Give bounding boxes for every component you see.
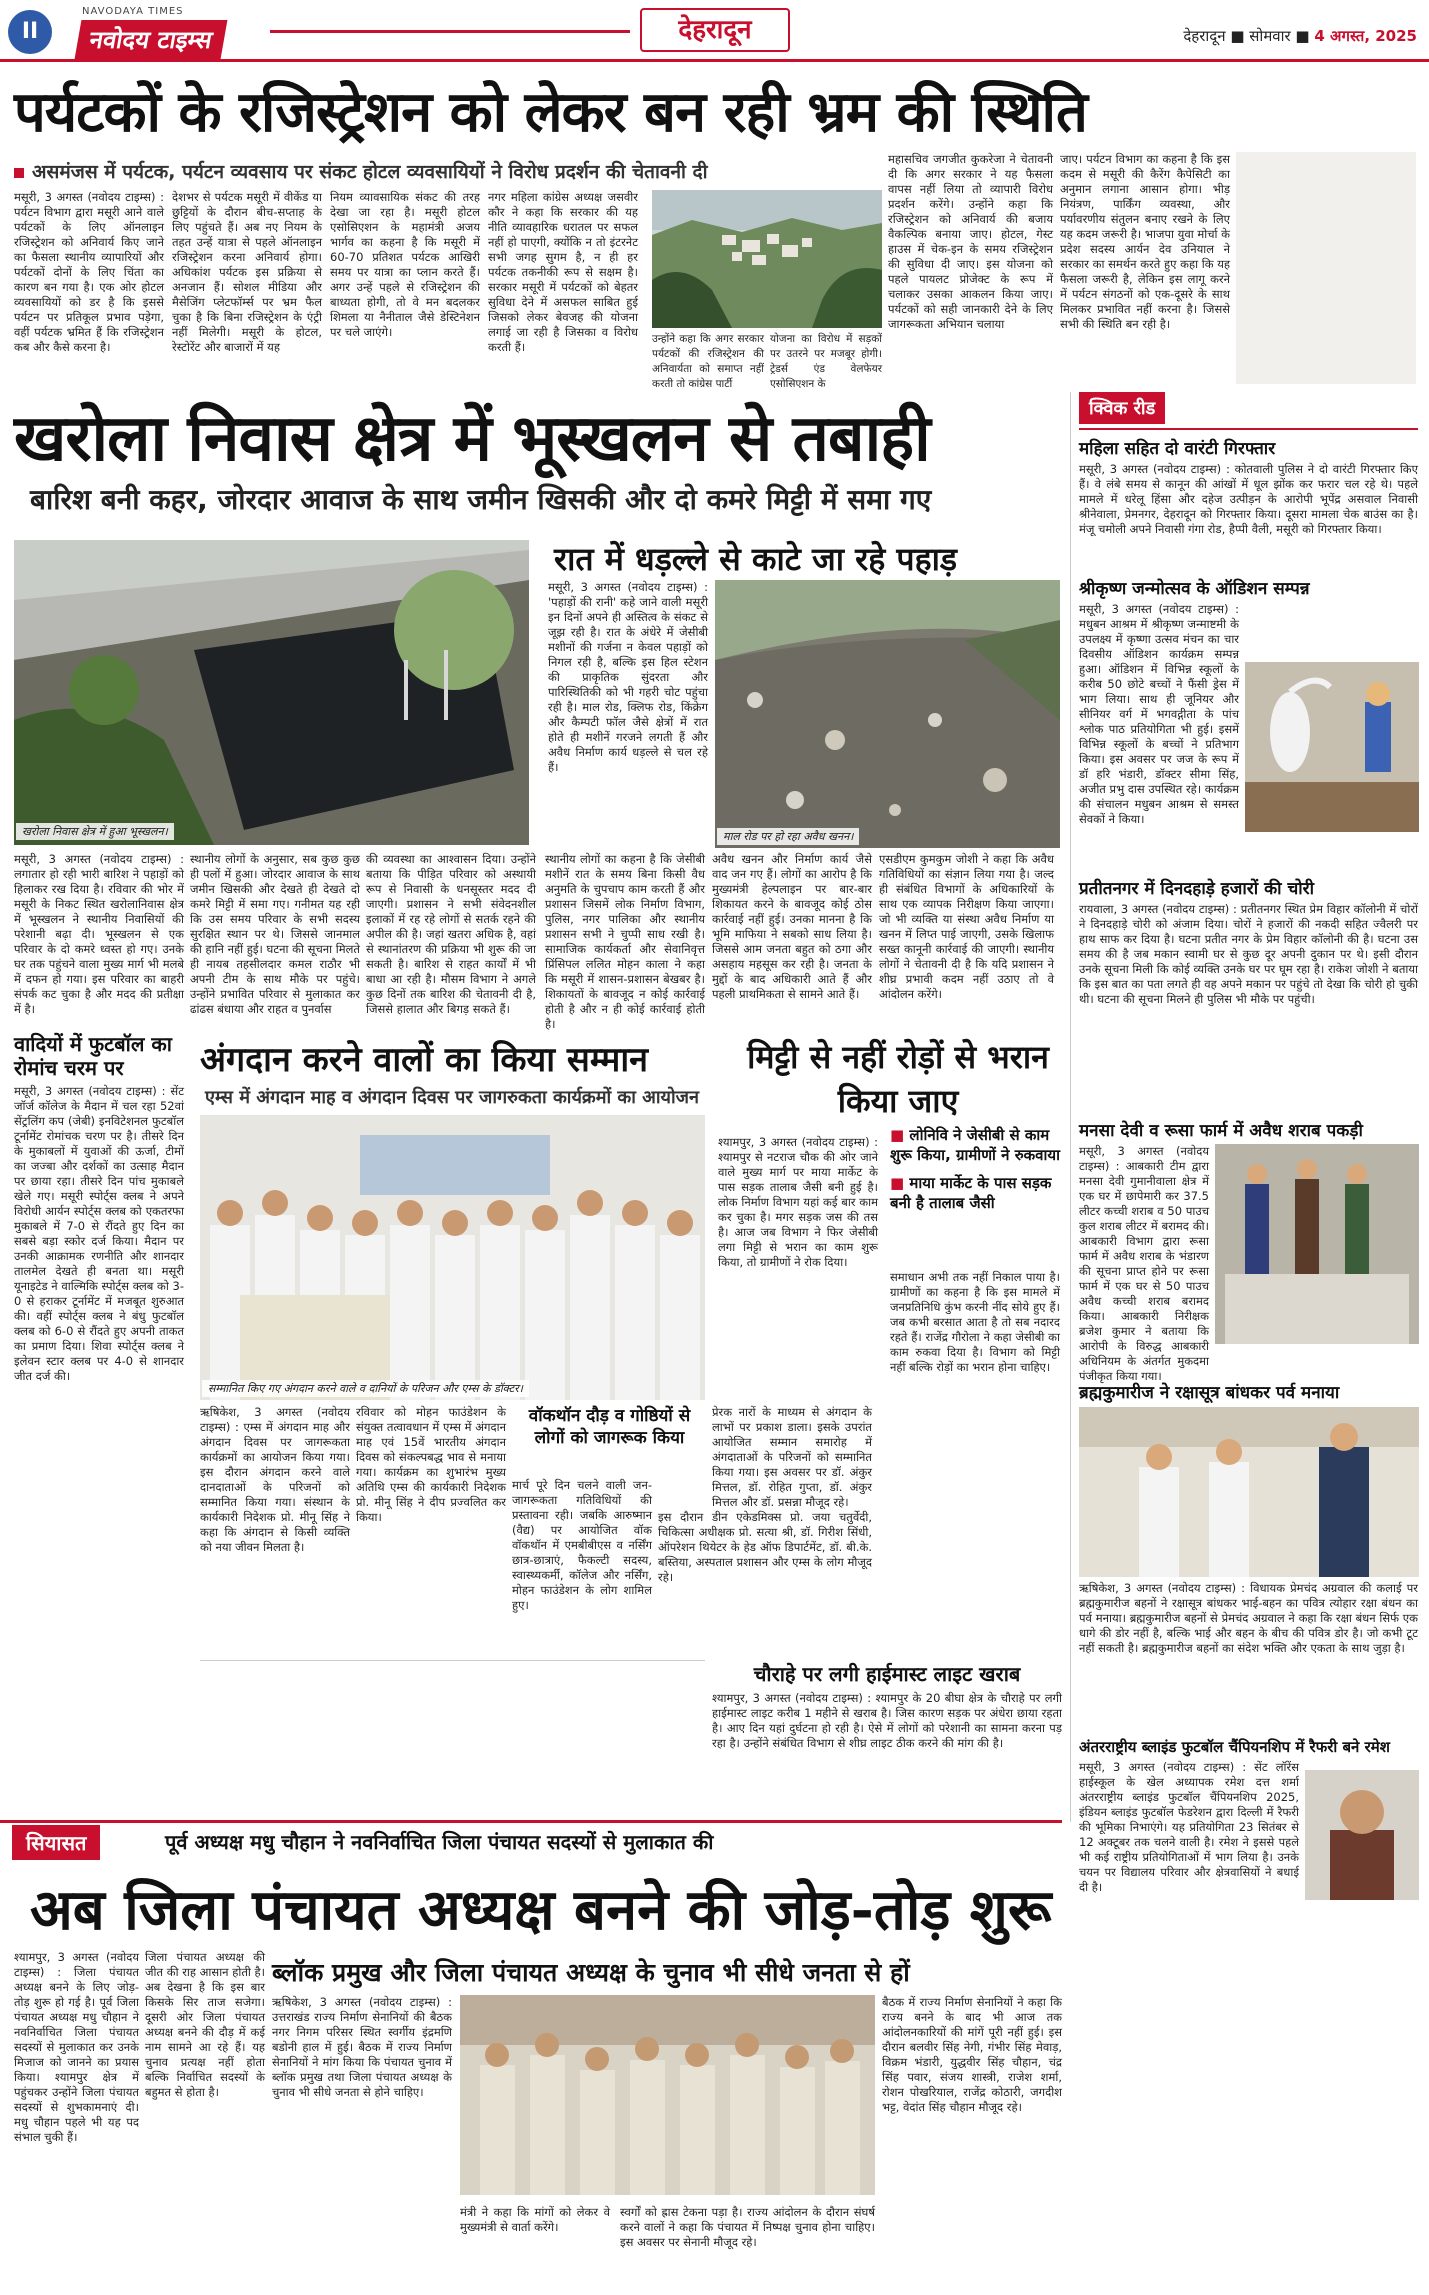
bullet-icon: ■ <box>890 1174 905 1192</box>
politics-headline: अब जिला पंचायत अध्यक्ष बनने की जोड़-तोड़ शुरू <box>30 1877 1052 1943</box>
road-bullet-2 <box>890 1173 1060 1213</box>
road-col2: समाधान अभी तक नहीं निकाल पाया है। ग्रामीणों का कहना है कि इस मामले में जनप्रतिनिधि कुंभ करनी नींद सोये हुए हैं। जब कभी बरसात आता है तो सब नदारद रहते हैं। राजेंद्र गौरोला ने कहा जेसीबी का काम रुकवा दिया है। विभाग को मिट्टी नहीं बल्कि रोड़ों का भरान होना चाहिए। <box>890 1270 1060 1374</box>
organ-col1: ऋषिकेश, 3 अगस्त (नवोदय टाइम्स) : एम्स में अंगदान माह और अंगदान दिवस पर जागरूकता कार्यक्रमों का आयोजन किया गया। इस दौरान अंगदान करने वाले दानदाताओं के परिजनों को सम्मानित किया गया। संस्थान के कार्यकारी निदेशक प्रो. मीनू सिंह ने कहा कि अंगदान से किसी व्यक्ति को नया जीवन मिलता है। <box>200 1405 350 1554</box>
quick-item-body: मसूरी, 3 अगस्त (नवोदय टाइम्स) : सेंट लॉरेंस हाईस्कूल के खेल अध्यापक रमेश दत्त शर्मा अंतरराष्ट्रीय ब्लाइंड फुटबॉल चैंपियनशिप 2025, इंडियन ब्लाइंड फुटबॉल फेडरेशन द्वारा दिल्ली में रैफरी की भूमिका निभाएंगे। यह प्रतियोगिता 23 सितंबर से 12 अक्टूबर तक चलने वाली है। रमेश ने इससे पहले भी कई राष्ट्रीय प्रतियोगिताओं में भाग लिया है। उनके चयन पर विद्यालय परिवार और क्षेत्रवासियों ने बधाई दी है। <box>1079 1760 1299 1894</box>
story3-col4: एसडीएम कुमकुम जोशी ने कहा कि अवैध गतिविधियों का संज्ञान लिया गया है। जल्द ही संबंधित विभागों के अधिकारियों के साथ एक व्यापक निरीक्षण किया जाएगा। जो भी व्यक्ति या संस्था अवैध निर्माण या खनन में लिप्त पाई जाएगी, उसके खिलाफ सख्त कानूनी कार्रवाई की जाएगी। स्थानीय लोगों ने चेतावनी दी है कि यदि प्रशासन ने शीघ्र प्रभावी कदम नहीं उठाए तो वे आंदोलन करेंगे। <box>879 852 1054 1001</box>
masthead-rule <box>270 30 630 33</box>
quick-item-body: ऋषिकेश, 3 अगस्त (नवोदय टाइम्स) : विधायक प्रेमचंद अग्रवाल की कलाई पर ब्रह्मकुमारीज बहनों ने रक्षासूत्र बांधकर भाई-बहन का पवित्र त्योहार रक्षा बंधन का पर्व मनाया। ब्रह्मकुमारीज बहनों से प्रेमचंद अग्रवाल ने कहा कि रक्षा बंधन सिर्फ एक धागे की डोर नहीं है, बल्कि भाई और बहन के बीच की पवित्र डोर है। जो कभी टूट नहीं सकती है। ब्रह्मकुमारीज बहनों का संदेश भक्ति और एकता के साथ जुड़ा है। <box>1079 1581 1418 1655</box>
story1-right-photo <box>1236 152 1416 384</box>
politics-subheadline: ब्लॉक प्रमुख और जिला पंचायत अध्यक्ष के चुनाव भी सीधे जनता से हों <box>272 1958 910 1987</box>
story3-col2: स्थानीय लोगों का कहना है कि जेसीबी मशीनें रात के समय बिना किसी वैध अनुमति के चुपचाप काम करती हैं और प्रशासन जिसमें लोक निर्माण विभाग, पुलिस, नगर पालिका और स्थानीय प्रशासन सभी ने चुप्पी साध रखी है। सामाजिक कार्यकर्ता और सेवानिवृत्त प्रिंसिपल ललित मोहन काला ने कहा कि मसूरी में शासन-प्रशासन बेखबर है। शिकायतों के बावजूद न कोई कार्रवाई होती है और न ही कोई कार्रवाई होती है। <box>545 852 705 1031</box>
story1-col4: नगर महिला कांग्रेस अध्यक्ष जसवीर कौर ने कहा कि सरकार की यह नीति व्यावहारिक धरातल पर सफल नहीं हो पाएगी, क्योंकि न तो इंटरनेट सभी जगह सुगम है, न ही हर पर्यटक तकनीकी रूप से सक्षम है। सरकार मसूरी में पर्यटकों को बेहतर सुविधा देने में असफल साबित हुई जिसको लेकर बेवजह की योजना लगाई जा रही है जिसका व विरोध करती हैं। <box>488 190 638 354</box>
mussoorie-town-photo <box>652 190 882 328</box>
mussoorie-illustration <box>652 190 882 328</box>
football-story <box>14 1032 184 1704</box>
organ-col4: प्रेरक नारों के माध्यम से अंगदान के लाभों पर प्रकाश डाला। इसके उपरांत आयोजित सम्मान समारोह में अंगदाताओं के परिजनों को सम्मानित किया गया। इस अवसर पर डॉ. अंकुर मित्तल, डॉ. रोहित गुप्ता, डॉ. अंकुर मित्तल और डॉ. प्रसन्ना मौजूद रहे। <box>712 1405 872 1509</box>
road-headline: मिट्टी से नहीं रोड़ों से भरान किया जाए <box>747 1038 1049 1120</box>
quick-item-title: प्रतीतनगर में दिनदहाड़े हजारों की चोरी <box>1079 879 1315 899</box>
middle-bottom-divider <box>200 1660 705 1810</box>
story1-col5: योजना का विरोध में सड़कों पर उतरने पर मजबूर होगी। ट्रेडर्स एंड वेलफेयर एसोसिएशन के <box>770 333 882 390</box>
dateline-prefix: देहरादून ■ सोमवार ■ <box>1183 27 1310 45</box>
newspaper-logo: नवोदय टाइम्स <box>75 20 228 59</box>
story1-col7: जाए। पर्यटन विभाग का कहना है कि इस कदम से मसूरी की कैरेंग कैपेसिटी का अनुमान लगाना आसान होगा। भीड़ नियंत्रण, पार्किंग व्यवस्था, और पर्यावरणीय संतुलन बनाए रखने के लिए यह कदम जरूरी है। भाजपा युवा मोर्चा के प्रदेश सदस्य आर्यन देव उनियाल ने सरकार का समर्थन करते हुए कहा कि यह फैसला जरूरी है, लेकिन इस लागू करने में पर्यटन संगठनों को एक-दूसरे के साथ मिलकर प्रभावित नहीं करना है। जिससे सभी की स्थिति बन रही है। <box>1060 152 1230 331</box>
politics-rule <box>0 1820 1062 1823</box>
highmast-body: श्यामपुर, 3 अगस्त (नवोदय टाइम्स) : श्यामपुर के 20 बीघा क्षेत्र के चौराहे पर लगी हाईमास्ट लाइट करीब 1 महीने से खराब है। जिस कारण सड़क पर अंधेरा छाया रहता है। आए दिन यहां दुर्घटना हो रही है। ऐसे में लोगों को परेशानी का सामना करना पड़ रहा है। उन्होंने संबंधित विभाग से शीघ्र लाइट ठीक करने की मांग की है। <box>712 1691 1062 1750</box>
road-bullets <box>890 1125 1060 1213</box>
liquor-seizure-photo <box>1215 1144 1419 1344</box>
city-label: देहरादून <box>640 8 790 52</box>
story2-col3: की व्यवस्था का आश्वासन दिया। उन्होंने बताया कि पीड़ित परिवार को अस्थायी रूप से निवासी के धनसूस्तर मदद दी जाएगी। प्रशासन ने सभी संवेदनशील इलाकों में रह रहे लोगों से सतर्क रहने की अपील की है। जहां खतरा अधिक है, वहां से स्थानांतरण की प्रक्रिया भी शुरू की जा सकती है। बारिश से राहत कार्यों में भी बाधा आ रही है। मौसम विभाग ने अगले कुछ दिनों तक बारिश की चेतावनी दी है, जिससे हालात और बिगड़ सकते हैं। <box>366 852 536 1016</box>
story1-col1: मसूरी, 3 अगस्त (नवोदय टाइम्स) : पर्यटन विभाग द्वारा मसूरी आने वाले पर्यटकों के लिए ऑनलाइन रजिस्ट्रेशन को अनिवार्य किए जाने का फैसला स्थानीय व्यापारियों और पर्यटकों दोनों के लिए चिंता का कारण बन गया है। एक ओर होटल व्यवसायियों को डर है कि इससे पर्यटन पर प्रतिकूल प्रभाव पड़ेगा, वहीं पर्यटक भ्रमित हैं कि रजिस्ट्रेशन कब और कैसे करना है। <box>14 190 164 354</box>
story1-col6: महासचिव जगजीत कुकरेजा ने चेतावनी दी कि अगर सरकार ने यह फैसला वापस नहीं लिया तो व्यापारी विरोध प्रदर्शन करेंगे। उन्होंने कहा कि रजिस्ट्रेशन को अनिवार्य की बजाय वैकल्पिक बनाया जाए। होटल, गेस्ट हाउस में चेक-इन के समय रजिस्ट्रेशन की सुविधा दी जाए। इस योजना को पहले पायलट प्रोजेक्ट के रूप में चलाकर उसका आकलन किया जाए। पर्यटकों को सही जानकारी देने के लिए जागरूकता अभियान चलाया <box>888 152 1053 331</box>
quick-item-title: श्रीकृष्ण जन्मोत्सव के ऑडिशन सम्पन्न <box>1079 579 1310 599</box>
walkathon-box <box>512 1405 707 1449</box>
illegal-mining-photo <box>715 580 1060 848</box>
masthead <box>0 0 1429 62</box>
bullet-marker <box>14 168 24 178</box>
quick-item-body: मसूरी, 3 अगस्त (नवोदय टाइम्स) : मधुबन आश्रम में श्रीकृष्ण जन्माष्टमी के उपलक्ष्य में कृष्णा उत्सव मंचन का चार दिवसीय ऑडिशन कार्यक्रम सम्पन्न हुआ। ऑडिशन में विभिन्न स्कूलों के करीब 50 छोटे बच्चों ने फैंसी ड्रेस में भाग लिया। साथ ही जूनियर और सीनियर वर्ग में भगवद्गीता के पांच श्लोक पाठ प्रतियोगिता भी हुई। इसमें विभिन्न स्कूलों के बच्चों ने प्रतिभाग किया। इस अवसर पर जज के रूप में डॉ हरि भंडारी, डॉक्टर सीमा सिंह, अजीत प्रभु दास उपस्थित रहे। कार्यक्रम की संचालन मधुबन आश्रम से समस्त सेवकों ने किया। <box>1079 602 1239 826</box>
football-body: मसूरी, 3 अगस्त (नवोदय टाइम्स) : सेंट जॉर्ज कॉलेज के मैदान में चल रहा 52वां सेंट्रलिंग कप (जेबी) इनविटेशनल फुटबॉल टूर्नामेंट रोमांचक चरण पर है। तीसरे दिन के मुकाबलों में युवाओं की ऊर्जा, टीमों का जज्बा और दर्शकों का उत्साह मैदान पर छाया रहा। तीसरे दिन पांच मुकाबले खेले गए। मसूरी स्पोर्ट्स क्लब ने अपने विरोधी आर्यन स्पोर्ट्स क्लब को एकतरफा मुकाबले में 7-0 से रौंदते हुए दिन का सबसे बड़ा स्कोर दर्ज किया। मैदान पर उनकी आक्रामक रणनीति और शानदार तालमेल देखते ही बनता था। मसूरी यूनाइटेड ने वाल्मिकि स्पोर्ट्स क्लब को 3-0 से हराकर टूर्नामेंट में मजबूत शुरुआत की। वहीं स्पोर्ट्स क्लब ने बंधु फुटबॉल क्लब को 6-0 से रौंदते हुए अपनी ताकत का प्रमाण दिया। शिवा स्पोर्ट्स क्लब ने इलेवन स्टार क्लब पर 4-0 से शानदार जीत दर्ज की। <box>14 1084 184 1383</box>
illegal-mining-illustration <box>715 580 1060 848</box>
story1-headline: पर्यटकों के रजिस्ट्रेशन को लेकर बन रही भ्रम की स्थिति <box>14 79 1087 145</box>
organ-col5: इस दौरान डीन एकेडमिक्स प्रो. जया चतुर्वेदी, चिकित्सा अधीक्षक प्रो. सत्या श्री, डॉ. गिरीश सिंधी, ऑपरेशन थियेटर के हेड ऑफ डिपार्टमेंट, डॉ. बी.के. बस्तिया, अस्पताल प्रशासन और एम्स के लोग मौजूद रहे। <box>658 1510 872 1584</box>
politics-col5: स्वर्गों को ह्रास टेकना पड़ा है। राज्य आंदोलन के दौरान संघर्ष करने वालों ने कहा कि पंचायत में निष्पक्ष चुनाव होना चाहिए। इस अवसर पर सेनानी मौजूद रहे। <box>620 2205 875 2249</box>
walkathon-title: वॉकथॉन दौड़ व गोष्ठियों से लोगों को जागरूक किया <box>528 1406 691 1448</box>
organ-group-illustration <box>200 1115 705 1400</box>
highmast-story <box>712 1660 1062 1811</box>
landslide-photo <box>14 540 529 845</box>
organ-photo-caption: सम्मानित किए गए अंगदान करने वाले व दानियों के परिजन और एम्स के डॉक्टर। <box>202 1380 529 1397</box>
story3-col1: मसूरी, 3 अगस्त (नवोदय टाइम्स) : 'पहाड़ों की रानी' कहे जाने वाली मसूरी इन दिनों अपने ही अस्तित्व के संकट से जूझ रही है। रात के अंधेरे में जेसीबी मशीनों की गर्जना न केवल पहाड़ों को निगल रही है, बल्कि इस हिल स्टेशन की प्राकृतिक सुंदरता और पारिस्थितिकी को भी गहरी चोट पहुंचा रही है। माल रोड, क्लिफ रोड, किंक्रेग और कैम्पटी फॉल जैसे क्षेत्रों में रात होते ही मशीनें गरजने लगती हैं और अवैध निर्माण कार्य धड़ल्ले से चल रहे हैं। <box>548 580 708 774</box>
politics-subhead: पूर्व अध्यक्ष मधु चौहान ने नवनिर्वाचित जिला पंचायत सदस्यों से मुलाकात की <box>165 1830 714 1854</box>
dateline-date: 4 अगस्त, 2025 <box>1314 27 1417 45</box>
quick-item-5-wrap <box>1079 1760 1418 1920</box>
road-bullet-2-text: माया मार्केट के पास सड़क बनी है तालाब जैसी <box>890 1174 1052 1212</box>
politics-col1: श्यामपुर, 3 अगस्त (नवोदय टाइम्स) : जिला पंचायत अध्यक्ष बनने के लिए जोड़-तोड़ शुरू हो गई है। पूर्व जिला पंचायत अध्यक्ष मधु चौहान ने नवनिर्वाचित जिला पंचायत सदस्यों से मुलाकात कर उनके मिजाज को जानने का प्रयास किया। श्यामपुर क्षेत्र में पहुंचकर उन्होंने जिला पंचायत सदस्यों से शुभकामनाएं दी। मधु चौहान पहले भी यह पद संभाल चुकी हैं। <box>14 1950 139 2144</box>
politics-col2: जिला पंचायत अध्यक्ष की जीत की राह आसान होती है। अब देखना है कि इस बार किसके सिर ताज सजेगा। दूसरी ओर जिला पंचायत अध्यक्ष बनने की दौड़ में कई नाम सामने आ रहे हैं। यह चुनाव प्रत्यक्ष नहीं होता बल्कि निर्वाचित सदस्यों के बहुमत से होता है। <box>145 1950 265 2099</box>
meeting-illustration <box>460 1995 875 2195</box>
road-col1: श्यामपुर, 3 अगस्त (नवोदय टाइम्स) : श्यामपुर से नटराज चौक की ओर जाने वाले मुख्य मार्ग पर माया मार्केट के पास सड़क तालाब जैसी बनी हुई है। लोक निर्माण विभाग यहां कई बार काम कर चुका है। मगर सड़क जस की तस है। आज जब विभाग ने फिर जेसीबी लगा मिट्टी से भरान का काम शुरू किया, तो ग्रामीणों ने रोक दिया। <box>718 1135 878 1269</box>
story1-right-illustration <box>1236 152 1416 384</box>
dateline <box>1183 26 1417 46</box>
quick-read-sidebar <box>1070 392 1418 1894</box>
quick-read-rule <box>1079 428 1418 430</box>
politics-col4: मंत्री ने कहा कि मांगों को लेकर वे मुख्यमंत्री से वार्ता करेंगे। <box>460 2205 610 2234</box>
quick-item-title: ब्रह्मकुमारीज ने रक्षासूत्र बांधकर पर्व मनाया <box>1079 1383 1340 1403</box>
highmast-headline: चौराहे पर लगी हाईमास्ट लाइट खराब <box>753 1662 1021 1686</box>
organ-col2: रविवार को मोहन फाउंडेशन के संयुक्त तत्वावधान में एम्स में अंगदान माह एवं 15वें भारतीय अंगदान दिवस को संकल्पबद्ध भाव से मनाया गया। कार्यक्रम का शुभारंभ मुख्य अतिथि एम्स की कार्यकारी निदेशक प्रो. मीनू सिंह ने दीप प्रज्वलित कर किया। <box>356 1405 506 1524</box>
politics-label: सियासत <box>12 1825 100 1860</box>
road-bullet-1 <box>890 1125 1060 1165</box>
quick-item-1-wrap <box>1079 602 1418 870</box>
quick-item-body: मसूरी, 3 अगस्त (नवोदय टाइम्स) : आबकारी टीम द्वारा मनसा देवी गुमानीवाला क्षेत्र में एक घर में छापेमारी कर 37.5 लीटर कच्ची शराब व 50 पाउच कुल शराब लीटर में बरामद की। आबकारी विभाग द्वारा रूसा फार्म में अवैध शराब के भंडारण की सूचना प्राप्त होने पर रूसा फार्म में एक घर से 50 पाउच अवैध कच्ची शराब बरामद किया। आबकारी निरीक्षक ब्रजेश कुमार ने बताया कि आरोपी के विरुद्ध आबकारी अधिनियम के अंतर्गत मुकदमा पंजीकृत किया गया। <box>1079 1144 1209 1383</box>
story2-headline: खरोला निवास क्षेत्र में भूस्खलन से तबाही <box>14 401 930 476</box>
krishna-costume-photo <box>1245 662 1419 832</box>
rakhi-event-photo <box>1079 1407 1419 1577</box>
politics-col3: ऋषिकेश, 3 अगस्त (नवोदय टाइम्स) : उत्तराखंड राज्य निर्माण सेनानियों की बैठक नगर निगम परिसर स्थित स्वर्गीय इंद्रमणि बडोनी हाल में हुई। बैठक में राज्य निर्माण सेनानियों ने मांग किया कि पंचायत चुनाव में ब्लॉक प्रमुख तथा जिला पंचायत अध्यक्ष के चुनाव भी सीधे जनता से होने चाहिए। <box>272 1995 452 2099</box>
organ-col3: मार्च पूरे दिन चलने वाली जन-जागरूकता गतिविधियों की प्रस्तावना रही। जबकि आरुष्मान (वैद्य) पर आयोजित वॉक वॉकथॉन में एमबीबीएस व नर्सिंग छात्र-छात्राएं, फैकल्टी सदस्य, स्वास्थ्यकर्मी, कॉलेज और नर्सिंग, मोहन फाउंडेशन के लोग शामिल हुए। <box>512 1478 652 1612</box>
quick-item-3-wrap <box>1079 1144 1418 1383</box>
road-bullet-1-text: लोनिवि ने जेसीबी से काम शुरू किया, ग्रामीणों ने रुकवाया <box>890 1126 1060 1164</box>
activists-meeting-photo <box>460 1995 875 2195</box>
quick-item-title: मनसा देवी व रूसा फार्म में अवैध शराब पकड़ी <box>1079 1121 1363 1141</box>
story1-subhead-text: असमंजस में पर्यटक, पर्यटन व्यवसाय पर संकट होटल व्यवसायियों ने विरोध प्रदर्शन की चेतावनी दी <box>32 161 708 183</box>
football-headline: वादियों में फुटबॉल का रोमांच चरम पर <box>14 1032 172 1080</box>
landslide-illustration <box>14 540 529 845</box>
organ-subhead: एम्स में अंगदान माह व अंगदान दिवस पर जागरुकता कार्यक्रमों का आयोजन <box>205 1087 699 1108</box>
page-number-badge: II <box>8 10 52 54</box>
organ-headline: अंगदान करने वालों का किया सम्मान <box>200 1040 649 1080</box>
politics-col6: बैठक में राज्य निर्माण सेनानियों ने कहा कि राज्य बनने के बाद भी आज तक आंदोलनकारियों की मांगें पूरी नहीं हुई। इस दौरान बलवीर सिंह नेगी, गंभीर सिंह मेवाड़, विक्रम भंडारी, युद्धवीर सिंह चौहान, चंद्र सिंह पवार, संजय शास्त्री, राजेश शर्मा, रोशन पोखरियाल, राजेंद्र कोठारी, जगदीश भट्ट, वेदांत सिंह चौहान मौजूद रहे। <box>882 1995 1062 2114</box>
story1-col3: नियम व्यावसायिक संकट की तरह देखा जा रहा है। मसूरी होटल एसोसिएशन के महामंत्री अजय भार्गव का कहना है कि मसूरी में 60-70 प्रतिशत पर्यटक आखिरी समय पर यात्रा का प्लान करते हैं। अगर उन्हें पहले से रजिस्ट्रेशन की बाध्यता होगी, तो वे मन बदलकर शिमला या नैनीताल जैसे डेस्टिनेशन पर चले जाएंगे। <box>330 190 480 339</box>
bullet-icon: ■ <box>890 1126 905 1144</box>
story1-col2: देशभर से पर्यटक मसूरी में वीकेंड या छुट्टियों के दौरान बीच-सप्ताह के लिए पहुंचते हैं। अब नए नियम के तहत उन्हें यात्रा से पहले ऑनलाइन रजिस्ट्रेशन करना अनिवार्य होगा। अधिकांश पर्यटक इस प्रक्रिया से अनजान हैं। सोशल मीडिया और मैसेजिंग प्लेटफॉर्म्स पर भ्रम फैल चुका है कि बिना रजिस्ट्रेशन के एंट्री नहीं मिलेगी। मसूरी के होटल, रेस्टोरेंट और बाजारों में यह <box>172 190 322 354</box>
quick-item-title: महिला सहित दो वारंटी गिरफ्तार <box>1079 439 1276 459</box>
referee-portrait-photo <box>1305 1770 1419 1900</box>
mining-caption: माल रोड पर हो रहा अवैध खनन। <box>717 828 859 845</box>
story3-col3: अवैध खनन और निर्माण कार्य जैसे वाद जन गए हैं। लोगों का आरोप है कि मुख्यमंत्री हेल्पलाइन पर बार-बार शिकायत करने के बावजूद कोई ठोस कार्रवाई नहीं हुई। उनका मानना है कि भूमि माफिया ने सबको साध लिया है। जिससे आम जनता बहुत को ठगा और असहाय महसूस कर रही है। जनता के मुद्दों के बाद अधिकारी आते हैं और पहली प्राथमिकता से सामने आते हैं। <box>712 852 872 1001</box>
story2-col1: मसूरी, 3 अगस्त (नवोदय टाइम्स) : लगातार हो रही भारी बारिश ने पहाड़ों को हिलाकर रख दिया है। रविवार की भोर में मसूरी के निकट स्थित खरोलानिवास क्षेत्र में भूस्खलन ने स्थानीय निवासियों की परेशानी बढ़ा दी। भूस्खलन से एक परिवार के दो कमरे ध्वस्त हो गए। उनके घर तक पहुंचने वाला मुख्य मार्ग भी मलबे में दफन हो गया। इस परिवार का बाहरी संपर्क कट चुका है और मदद की प्रतीक्षा में है। <box>14 852 184 1016</box>
organ-event-photo <box>200 1115 705 1400</box>
quick-read-label: क्विक रीड <box>1079 392 1165 424</box>
story2-col2: स्थानीय लोगों के अनुसार, सब कुछ कुछ ही पलों में हुआ। जोरदार आवाज के साथ जमीन खिसकी और देखते ही देखते दो कमरे मिट्टी में समा गए। गनीमत यह रही कि उस समय परिवार के सभी सदस्य सुरक्षित स्थान पर थे। जिससे जानमाल की हानि नहीं हुई। घटना की सूचना मिलते ही नायब तहसीलदार कमल राठौर भी अपनी टीम के साथ मौके पर पहुंचे। उन्होंने प्रभावित परिवार से मुलाकात कर ढांढस बंधाया और राहत व पुनर्वास <box>190 852 360 1016</box>
quick-item-body: रायवाला, 3 अगस्त (नवोदय टाइम्स) : प्रतीतनगर स्थित प्रेम विहार कॉलोनी में चोरों ने दिनदहाड़े चोरी को अंजाम दिया। चोरों ने हजारों की नकदी सहित ज्वैलरी पर हाथ साफ कर दिया है। घटना प्रतीत नगर के प्रेम विहार कॉलोनी की है। घटना उस समय की है जब मकान स्वामी घर से कुछ दूर अपनी दुकान पर थे। इसी दौरान उनके सूचना मिली कि कोई व्यक्ति उनके घर पर घूम रहा है। राकेश जोशी ने बताया कि इस बात का पता लगते ही वह अपने मकान पर पहुंचे तो देखा कि चोरी हो चुकी थी। घटना की सूचना मिलने ही पुलिस भी मौके पर पहुंची। <box>1079 902 1418 1006</box>
story3-headline: रात में धड़ल्ले से काटे जा रहे पहाड़ <box>548 535 963 582</box>
quick-item-title: अंतरराष्ट्रीय ब्लाइंड फुटबॉल चैंपियनशिप में रैफरी बने रमेश <box>1079 1738 1390 1756</box>
story1-subhead <box>14 158 708 184</box>
story1-photo-caption-col: उन्होंने कहा कि अगर सरकार पर्यटकों की रजिस्ट्रेशन की अनिवार्यता को समाप्त नहीं करती तो कांग्रेस पार्टी <box>652 333 764 390</box>
story2-subhead: बारिश बनी कहर, जोरदार आवाज के साथ जमीन खिसकी और दो कमरे मिट्टी में समा गए <box>30 483 932 516</box>
brand-small: NAVODAYA TIMES <box>82 6 184 17</box>
quick-item-body: मसूरी, 3 अगस्त (नवोदय टाइम्स) : कोतवाली पुलिस ने दो वारंटी गिरफ्तार किए हैं। वे लंबे समय से कानून की आंखों में धूल झोंक कर फरार चल रहे थे। पहले मामले में धरेलू हिंसा और दहेज उत्पीड़न के आरोपी भूपेंद्र असवाल निवासी श्रीनेवाला, प्रेमनगर, देहरादून को गिरफ्तार किया। दूसरा मामला चेक बाउंस का है। मंजू चमोली अपने निवासी गंगा रोड, हैप्पी वैली, मसूरी को गिरफ्तार किया। <box>1079 462 1418 536</box>
landslide-caption: खरोला निवास क्षेत्र में हुआ भूस्खलन। <box>16 823 174 840</box>
